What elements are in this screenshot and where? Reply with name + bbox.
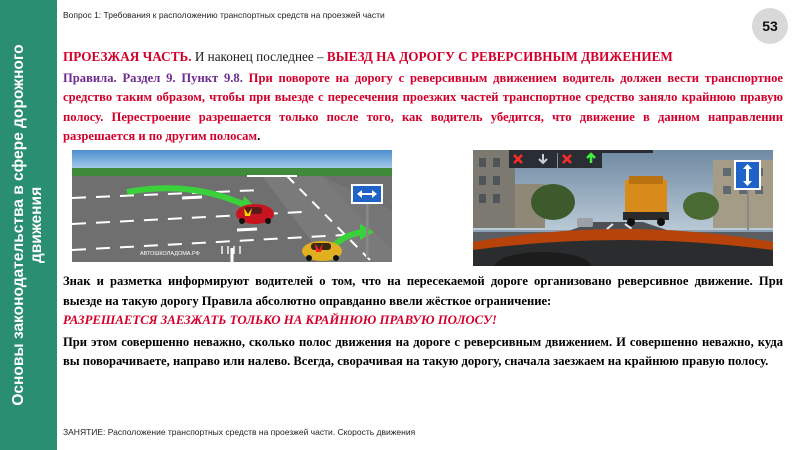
paragraph-explanation: При этом совершенно неважно, сколько полос движения на дороге с реверсивным движением. И совершенно неважно, куда вы поворачиваете, направо или налево. Всегда, сворачивая на такую дорогу, сначала заезжаем на крайнюю правую полосу. [63, 335, 783, 369]
rule-text [63, 69, 783, 147]
section-title [63, 49, 673, 65]
restriction-text: РАЗРЕШАЕТСЯ ЗАЕЗЖАТЬ ТОЛЬКО НА КРАЙНЮЮ ПРАВУЮ ПОЛОСУ! [63, 313, 497, 327]
driver-view-photo [473, 150, 773, 266]
rule-end: . [257, 129, 261, 144]
rule-body: При повороте на дорогу с реверсивным движением водитель должен вести транспортное средство таким образом, чтобы при выезде с пересечения проезжих частей транспортное средство заняло крайнюю правую полосу. Перестроение разрешается только после того, как водитель убедится, что движение в данном направлении разрешается и по другим полосам [63, 71, 783, 144]
sidebar [0, 0, 57, 450]
paragraph-sign-info: Знак и разметка информируют водителей о том, что на пересекаемой дороге организовано реверсивное движение. При выезде на такую дорогу Правила абсолютно оправданно ввели жёсткое ограничение: [63, 274, 783, 308]
title-part1: ПРОЕЗЖАЯ ЧАСТЬ. [63, 49, 192, 64]
question-header: Вопрос 1: Требования к расположению транспортных средств на проезжей части [63, 10, 385, 20]
title-part3: ВЫЕЗД НА ДОРОГУ С РЕВЕРСИВНЫМ ДВИЖЕНИЕМ [326, 49, 673, 64]
title-part2: И наконец последнее – [191, 49, 327, 64]
rule-reference: Правила. Раздел 9. Пункт 9.8. [63, 71, 243, 85]
sidebar-title: Основы законодательства в сфере дорожного движения [10, 44, 45, 406]
page-number-badge: 53 [752, 8, 788, 44]
reversible-road-illustration [72, 150, 392, 262]
lesson-footer: ЗАНЯТИЕ: Расположение транспортных средств на проезжей части. Скорость движения [63, 427, 416, 437]
watermark: АВТОШКОЛАДОМА.РФ [140, 251, 200, 257]
